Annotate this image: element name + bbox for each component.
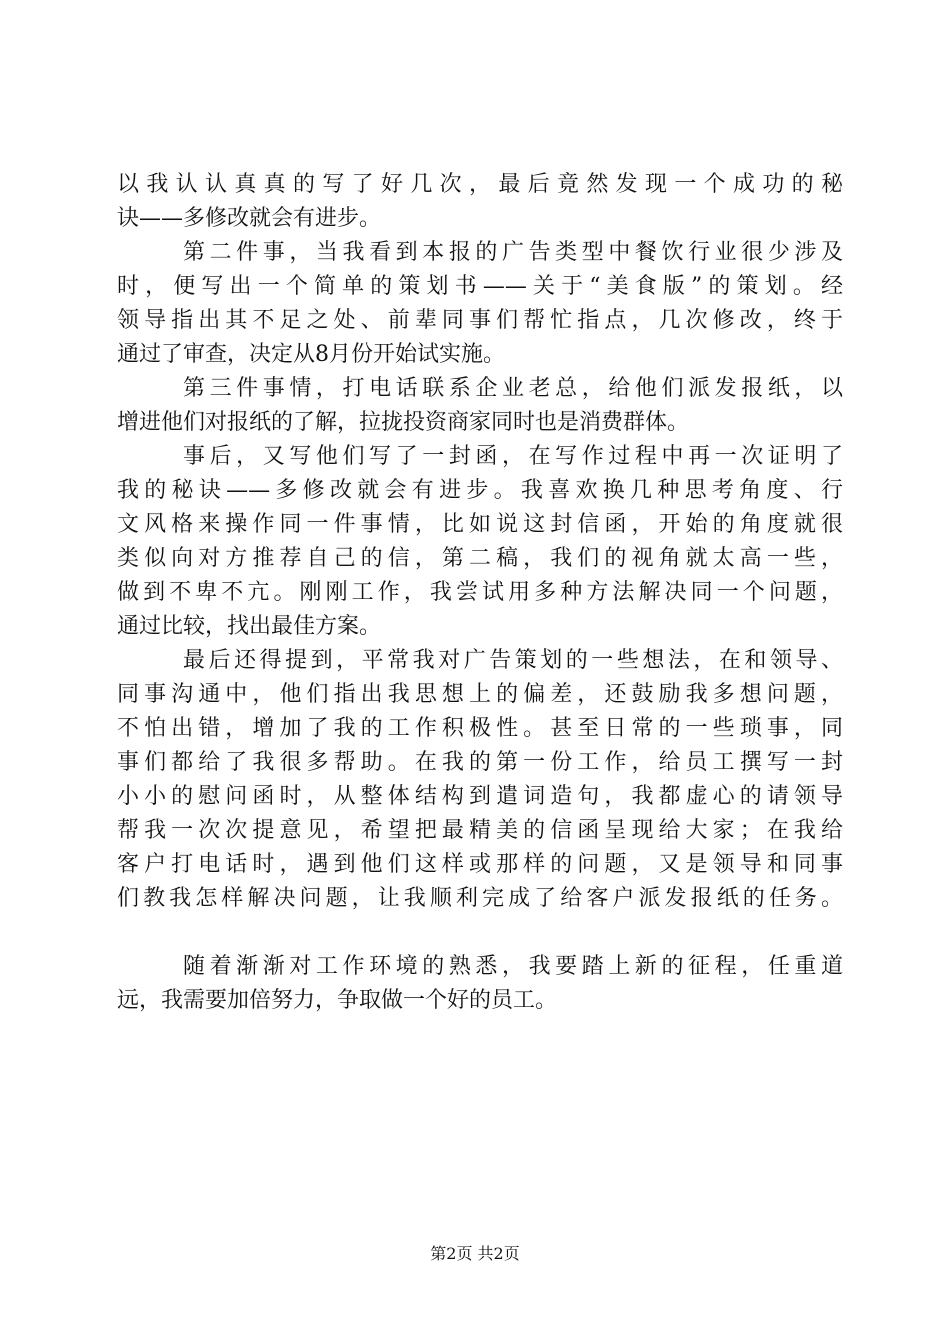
text-line: 随着渐渐对工作环境的熟悉，我要踏上新的征程，任重道 [183, 954, 843, 979]
text-line: 诀——多修改就会有进步。 [117, 206, 382, 231]
text-line: 小小的慰问函时，从整体结构到遣词造句，我都虚心的请领导 [117, 784, 843, 809]
text-line: 不怕出错，增加了我的工作积极性。甚至日常的一些琐事，同 [117, 716, 843, 741]
text-line: 领导指出其不足之处、前辈同事们帮忙指点，几次修改，终于 [117, 308, 843, 333]
text-line: 帮我一次次提意见，希望把最精美的信函呈现给大家；在我给 [117, 818, 843, 843]
text-line: 第二件事，当我看到本报的广告类型中餐饮行业很少涉及 [183, 240, 843, 265]
text-line: 文风格来操作同一件事情，比如说这封信函，开始的角度就很 [117, 512, 843, 537]
text-line: 做到不卑不亢。刚刚工作，我尝试用多种方法解决同一个问题， [117, 580, 843, 605]
text-line: 客户打电话时，遇到他们这样或那样的问题，又是领导和同事 [117, 852, 843, 877]
page-footer: 第2页 共2页 [430, 1244, 520, 1263]
text-line: 增进他们对报纸的了解，拉拢投资商家同时也是消费群体。 [117, 410, 690, 435]
text-line: 同事沟通中，他们指出我思想上的偏差，还鼓励我多想问题， [117, 682, 843, 707]
text-line: 以我认认真真的写了好几次，最后竟然发现一个成功的秘 [117, 172, 843, 197]
text-line: 时，便写出一个简单的策划书——关于“美食版”的策划。经 [117, 274, 843, 299]
text-line: 类似向对方推荐自己的信，第二稿，我们的视角就太高一些， [117, 546, 843, 571]
text-line: 们教我怎样解决问题，让我顺利完成了给客户派发报纸的任务。 [117, 886, 843, 911]
text-line: 第三件事情，打电话联系企业老总，给他们派发报纸，以 [183, 376, 843, 401]
text-line: 通过了审查，决定从8月份开始试实施。 [117, 342, 505, 367]
text-line: 最后还得提到，平常我对广告策划的一些想法，在和领导、 [183, 648, 843, 673]
text-line: 事后，又写他们写了一封函，在写作过程中再一次证明了 [183, 444, 843, 469]
text-line: 远，我需要加倍努力，争取做一个好的员工。 [117, 988, 558, 1013]
text-line: 通过比较，找出最佳方案。 [117, 614, 382, 639]
text-line: 我的秘诀——多修改就会有进步。我喜欢换几种思考角度、行 [117, 478, 843, 503]
text-line: 事们都给了我很多帮助。在我的第一份工作，给员工撰写一封 [117, 750, 843, 775]
